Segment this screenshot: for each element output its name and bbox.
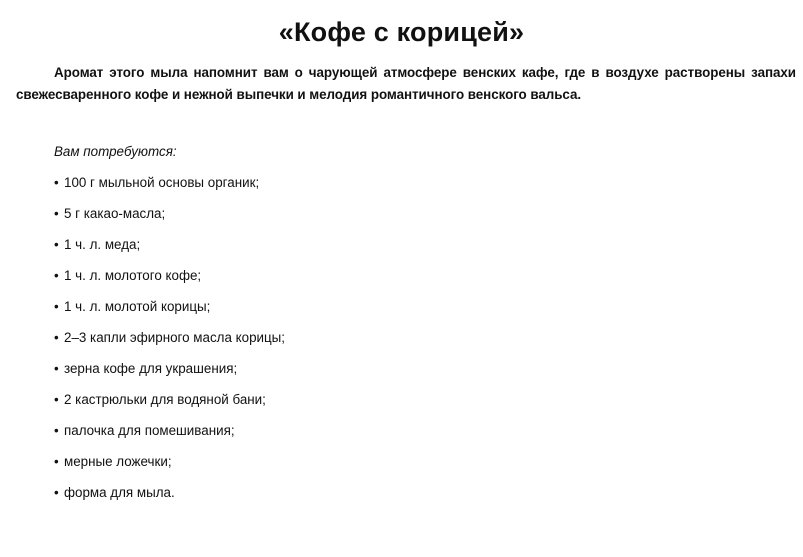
list-item [54,327,285,358]
bullet-icon: • [54,392,59,407]
bullet-icon: • [54,299,59,314]
list-item-text: 1 ч. л. молотого кофе; [64,268,202,283]
list-item [54,265,285,296]
list-item-text: форма для мыла. [64,485,175,500]
list-item [54,482,285,513]
bullet-icon: • [54,175,59,190]
list-item [54,451,285,482]
requirements-label: Вам потребуются: [54,144,177,159]
list-item-text: мерные ложечки; [64,454,172,469]
list-item-text: зерна кофе для украшения; [64,361,238,376]
list-item-text: 2–3 капли эфирного масла корицы; [64,330,286,345]
list-item [54,203,285,234]
list-item-text: 5 г какао-масла; [64,206,166,221]
bullet-icon: • [54,361,59,376]
list-item [54,296,285,327]
document-title: «Кофе с корицей» [278,17,525,47]
list-item [54,172,285,203]
list-item [54,234,285,265]
bullet-icon: • [54,206,59,221]
bullet-icon: • [54,423,59,438]
list-item-text: палочка для помешивания; [64,423,235,438]
list-item-text: 1 ч. л. меда; [64,237,141,252]
intro-paragraph: Аромат этого мыла напомнит вам о чарующей атмосфере венских кафе, где в воздухе растворены запахи свежесваренного кофе и нежной выпечки и мелодия романтичного венского вальса. [16,65,796,102]
bullet-icon: • [54,330,59,345]
list-item-text: 1 ч. л. молотой корицы; [64,299,211,314]
list-item-text: 100 г мыльной основы органик; [64,175,260,190]
list-item-text: 2 кастрюльки для водяной бани; [64,392,266,407]
bullet-icon: • [54,485,59,500]
requirements-list [54,172,285,513]
list-item [54,420,285,451]
bullet-icon: • [54,268,59,283]
bullet-icon: • [54,454,59,469]
list-item [54,389,285,420]
bullet-icon: • [54,237,59,252]
list-item [54,358,285,389]
